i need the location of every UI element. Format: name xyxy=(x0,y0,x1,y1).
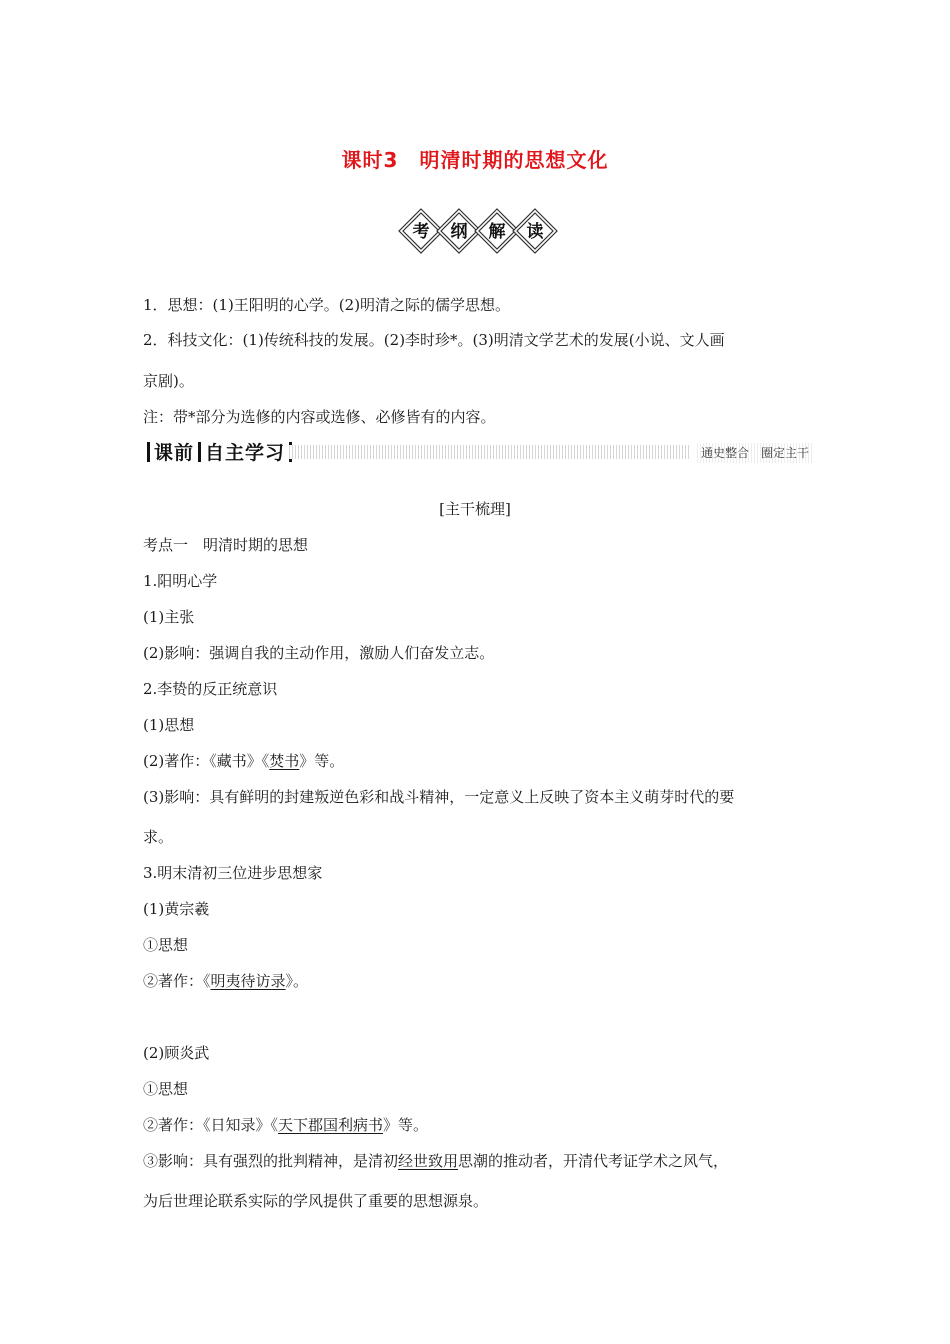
outline-item: 3.明末清初三位进步思想家 xyxy=(143,864,323,882)
outline-item: (2)顾炎武 xyxy=(143,1044,210,1062)
intro-note: 注：带*部分为选修的内容或选修、必修皆有的内容。 xyxy=(143,408,496,426)
intro-line-3: 京剧)。 xyxy=(143,372,194,390)
badge-char-1: 考 xyxy=(412,222,430,242)
outline-item xyxy=(143,1114,428,1135)
outline-item: ①思想 xyxy=(143,936,189,954)
banner-title xyxy=(143,440,296,466)
outline-item: (1)主张 xyxy=(143,608,195,626)
intro-line-1: 1．思想：(1)王阳明的心学。(2)明清之际的儒学思想。 xyxy=(143,296,511,314)
outline-item: ①思想 xyxy=(143,1080,189,1098)
underlined-term: 焚书 xyxy=(269,752,300,770)
section-label: [主干梳理] xyxy=(439,500,511,518)
outline-item: (2)影响：强调自我的主动作用，激励人们奋发立志。 xyxy=(143,644,495,662)
banner-title-a: 课前 xyxy=(154,442,195,464)
kaogang-jiedu-badge xyxy=(398,208,558,254)
banner-hatch xyxy=(289,445,689,459)
text-segment: 思潮的推动者，开清代考证学术之风气， xyxy=(458,1152,729,1170)
text-segment: ③影响：具有强烈的批判精神，是清初 xyxy=(143,1152,399,1170)
outline-item xyxy=(143,750,344,771)
outline-item: 2.李贽的反正统意识 xyxy=(143,680,278,698)
outline-item xyxy=(143,970,308,991)
text-segment: 》。 xyxy=(285,972,309,990)
outline-item: (1)黄宗羲 xyxy=(143,900,210,918)
outline-point-1: 考点一 明清时期的思想 xyxy=(143,536,309,554)
outline-item: 为后世理论联系实际的学风提供了重要的思想源泉。 xyxy=(143,1192,489,1210)
underlined-term: 经世致用 xyxy=(398,1152,459,1170)
section-banner xyxy=(143,440,813,466)
banner-title-b: 自主学习 xyxy=(205,442,286,464)
outline-item: (3)影响：具有鲜明的封建叛逆色彩和战斗精神，一定意义上反映了资本主义萌芽时代的要 xyxy=(143,788,735,806)
badge-char-3: 解 xyxy=(488,222,506,242)
text-segment: 》等。 xyxy=(383,1116,429,1134)
badge-char-2: 纲 xyxy=(450,222,468,242)
text-segment: (2)著作：《藏书》《 xyxy=(143,752,270,770)
text-segment: 》等。 xyxy=(299,752,345,770)
banner-subtitle: 通史整合 圈定主干 xyxy=(697,443,813,463)
underlined-term: 天下郡国利病书 xyxy=(278,1116,384,1134)
outline-item xyxy=(143,1150,728,1171)
page-title: 课时3 明清时期的思想文化 xyxy=(341,148,609,172)
intro-line-2: 2．科技文化：(1)传统科技的发展。(2)李时珍*。(3)明清文学艺术的发展(小说、文人画 xyxy=(143,331,725,349)
text-segment: ②著作：《 xyxy=(143,972,211,990)
text-segment: ②著作：《日知录》《 xyxy=(143,1116,279,1134)
underlined-term: 明夷待访录 xyxy=(210,972,286,990)
outline-item: 1.阳明心学 xyxy=(143,572,218,590)
outline-item: (1)思想 xyxy=(143,716,195,734)
badge-char-4: 读 xyxy=(526,222,544,242)
outline-item: 求。 xyxy=(143,828,174,846)
